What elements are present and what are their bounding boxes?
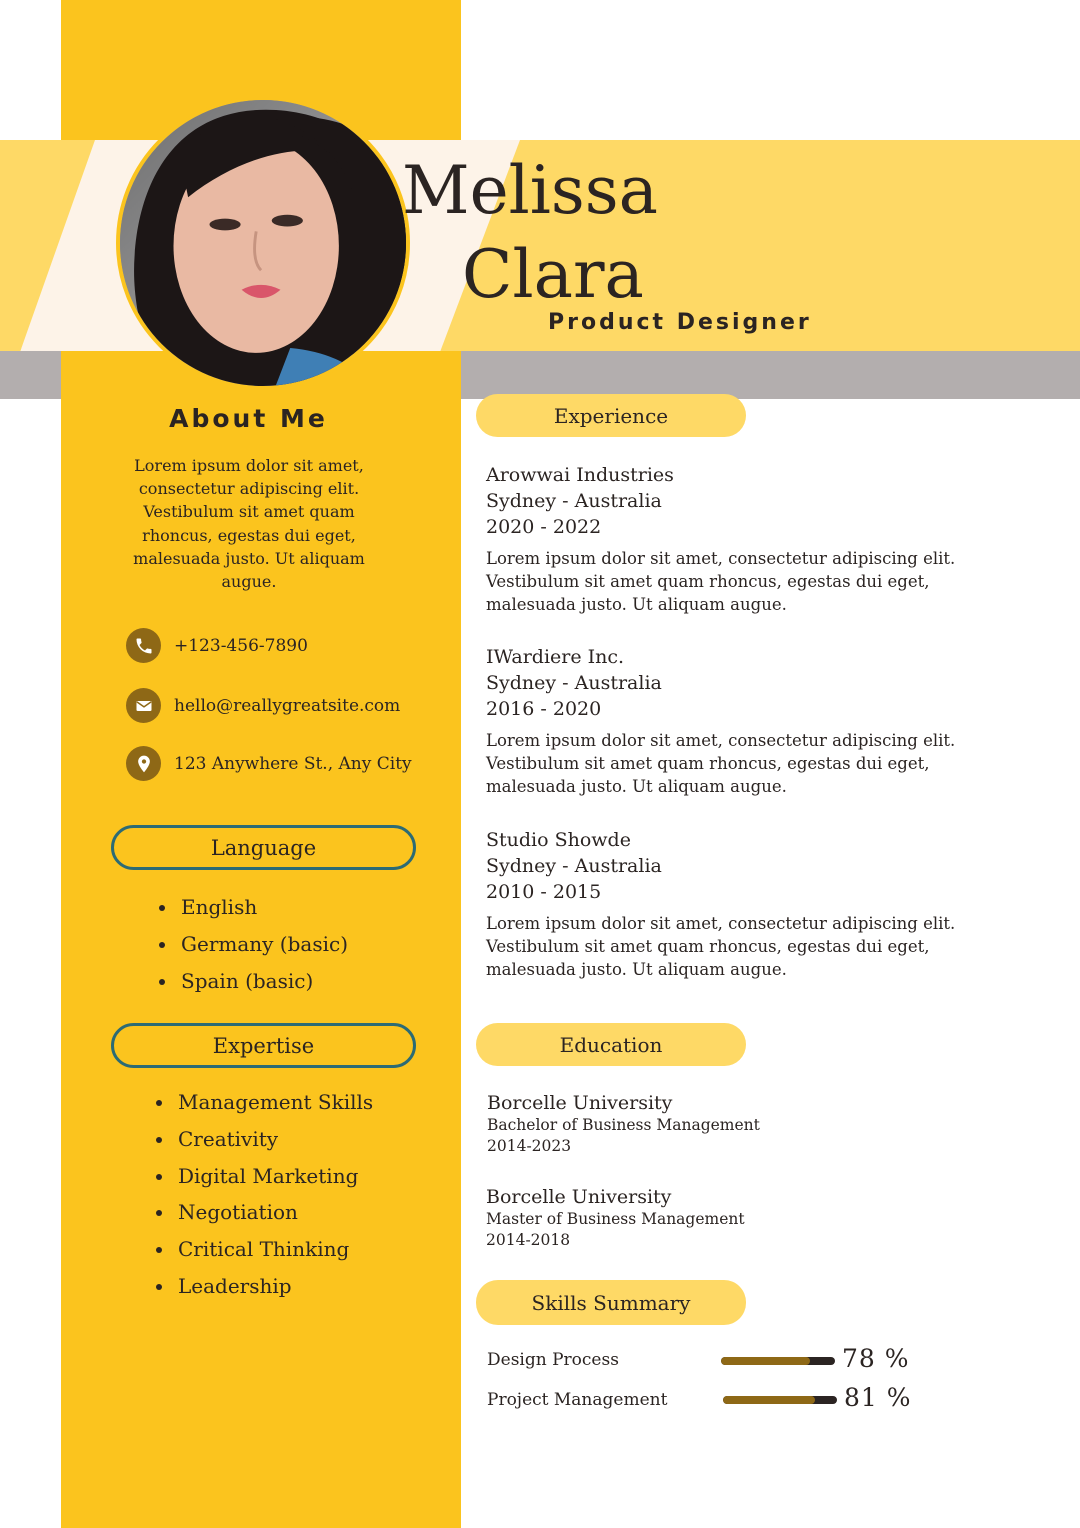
portrait-illustration <box>120 100 406 386</box>
list-item: Leadership <box>156 1268 373 1305</box>
contact-phone <box>126 628 308 663</box>
list-item: Germany (basic) <box>159 926 348 963</box>
skill-label: Project Management <box>487 1390 668 1410</box>
expertise-heading: Expertise <box>111 1023 416 1068</box>
job-title: Product Designer <box>548 310 812 335</box>
skill-bar-track <box>721 1357 835 1365</box>
company-name: Arowwai Industries <box>486 464 674 486</box>
mail-icon <box>126 688 161 723</box>
job-location: Sydney - Australia <box>486 490 662 512</box>
list-item: English <box>159 889 348 926</box>
address-text: 123 Anywhere St., Any City <box>174 753 412 774</box>
contact-address <box>126 746 412 781</box>
experience-entry <box>486 462 986 617</box>
job-location: Sydney - Australia <box>486 855 662 877</box>
school-name: Borcelle University <box>486 1186 672 1208</box>
experience-entry <box>486 827 986 982</box>
skills-heading: Skills Summary <box>476 1280 746 1325</box>
list-item: Creativity <box>156 1121 373 1158</box>
skill-percent: 78 % <box>842 1344 910 1373</box>
skill-bar-fill <box>723 1396 815 1404</box>
job-years: 2016 - 2020 <box>486 698 602 720</box>
list-item: Management Skills <box>156 1084 373 1121</box>
phone-text: +123-456-7890 <box>174 635 308 656</box>
company-name: IWardiere Inc. <box>486 646 625 668</box>
list-item: Negotiation <box>156 1194 373 1231</box>
location-pin-icon <box>126 746 161 781</box>
company-name: Studio Showde <box>486 829 631 851</box>
about-text: Lorem ipsum dolor sit amet, consectetur adipiscing elit. Vestibulum sit amet quam rhoncus, egestas dui eget, malesuada justo. Ut aliquam augue. <box>133 456 365 592</box>
job-location: Sydney - Australia <box>486 672 662 694</box>
language-heading: Language <box>111 825 416 870</box>
education-years: 2014-2023 <box>487 1137 572 1155</box>
degree-name: Bachelor of Business Management <box>487 1116 760 1134</box>
job-years: 2010 - 2015 <box>486 881 602 903</box>
education-years: 2014-2018 <box>486 1231 571 1249</box>
phone-icon <box>126 628 161 663</box>
experience-heading: Experience <box>476 394 746 437</box>
job-description: Lorem ipsum dolor sit amet, consectetur adipiscing elit. Vestibulum sit amet quam rhoncus, egestas dui eget, malesuada justo. Ut aliquam augue. <box>486 914 956 980</box>
last-name: Clara <box>462 236 644 313</box>
list-item: Critical Thinking <box>156 1231 373 1268</box>
education-entry <box>487 1091 760 1157</box>
first-name: Melissa <box>402 152 658 229</box>
degree-name: Master of Business Management <box>486 1210 745 1228</box>
job-description: Lorem ipsum dolor sit amet, consectetur adipiscing elit. Vestibulum sit amet quam rhoncus, egestas dui eget, malesuada justo. Ut aliquam augue. <box>486 731 956 797</box>
skill-percent: 81 % <box>844 1383 912 1412</box>
list-item: Spain (basic) <box>159 963 348 1000</box>
language-list <box>159 889 348 999</box>
list-item: Digital Marketing <box>156 1158 373 1195</box>
contact-email <box>126 688 400 723</box>
skill-label: Design Process <box>487 1350 619 1370</box>
skill-bar-fill <box>721 1357 810 1365</box>
education-entry <box>486 1185 745 1251</box>
about-heading: About Me <box>169 404 328 433</box>
school-name: Borcelle University <box>487 1092 673 1114</box>
experience-entry <box>486 644 986 799</box>
job-description: Lorem ipsum dolor sit amet, consectetur adipiscing elit. Vestibulum sit amet quam rhoncus, egestas dui eget, malesuada justo. Ut aliquam augue. <box>486 549 956 615</box>
email-text: hello@reallygreatsite.com <box>174 695 401 716</box>
profile-photo <box>116 96 410 390</box>
education-heading: Education <box>476 1023 746 1066</box>
expertise-list <box>156 1084 373 1305</box>
skill-bar-track <box>723 1396 837 1404</box>
job-years: 2020 - 2022 <box>486 516 602 538</box>
